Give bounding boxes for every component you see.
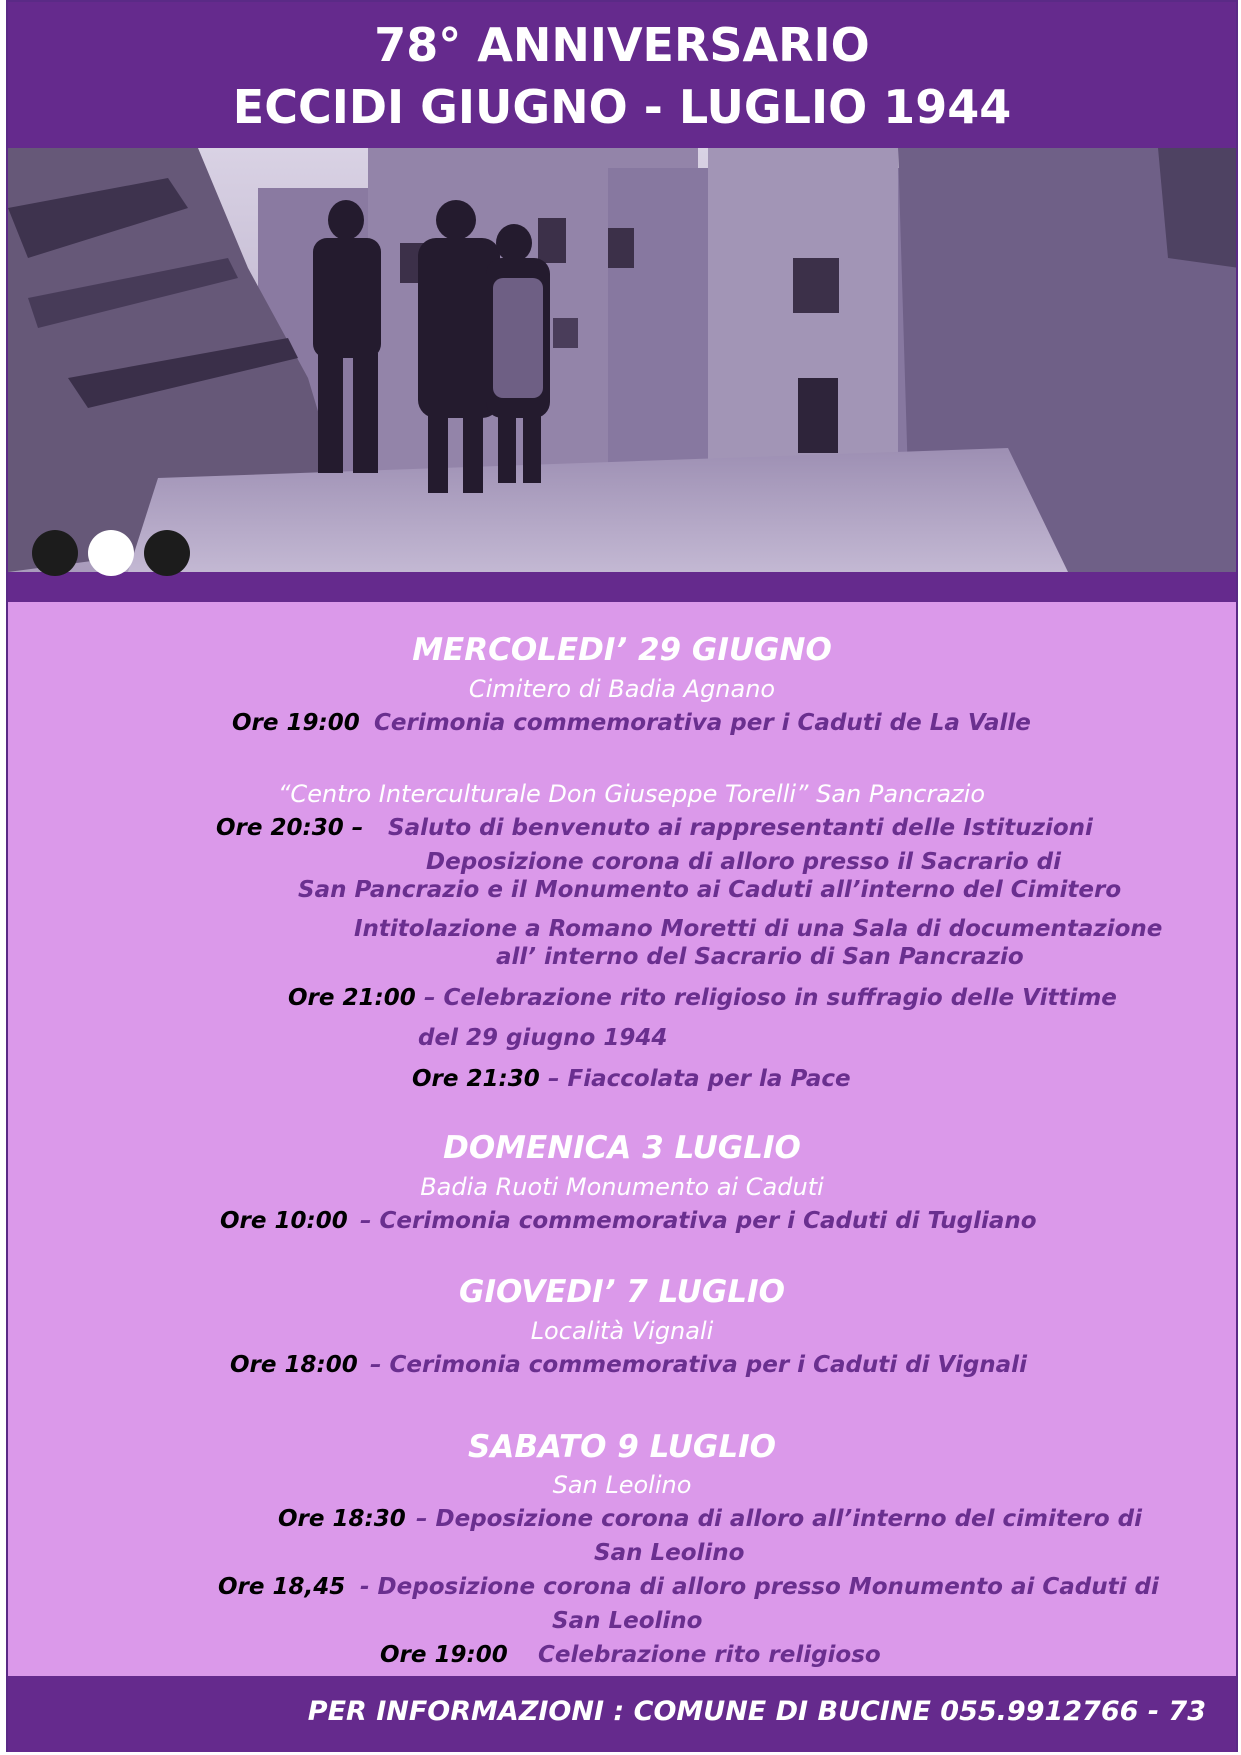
event-description: Intitolazione a Romano Moretti di una Sala di documentazione	[354, 916, 1163, 942]
event-place: Badia Ruoti Monumento ai Caduti	[420, 1173, 824, 1201]
event-day-heading: DOMENICA 3 LUGLIO	[443, 1130, 801, 1166]
program-schedule	[8, 602, 1236, 1682]
event-day-heading: GIOVEDI’ 7 LUGLIO	[459, 1274, 785, 1310]
event-place: “Centro Interculturale Don Giuseppe Torelli” San Pancrazio	[278, 780, 986, 808]
event-description: San Leolino	[552, 1608, 703, 1634]
event-time: Ore 19:00	[380, 1642, 508, 1668]
event-description: del 29 giugno 1944	[418, 1025, 668, 1051]
event-description: Deposizione corona di alloro presso il Sacrario di	[426, 849, 1061, 875]
event-description: San Leolino	[594, 1540, 745, 1566]
event-description: – Cerimonia commemorativa per i Caduti di Tugliano	[360, 1208, 1037, 1234]
white-dot-icon	[88, 530, 134, 576]
photo-bottom-band	[8, 572, 1236, 602]
ruined-village-illustration	[8, 148, 1236, 572]
event-description: – Celebrazione rito religioso in suffragio delle Vittime	[424, 985, 1117, 1011]
event-description: – Fiaccolata per la Pace	[548, 1066, 851, 1092]
event-description: Celebrazione rito religioso	[538, 1642, 881, 1668]
event-day-heading: MERCOLEDI’ 29 GIUGNO	[412, 632, 832, 668]
event-time: Ore 21:30	[412, 1066, 540, 1092]
event-time: Ore 18:30	[278, 1506, 406, 1532]
event-time: Ore 10:00	[220, 1208, 348, 1234]
event-time: Ore 18,45	[218, 1574, 346, 1600]
title-line-2: ECCIDI GIUGNO - LUGLIO 1944	[232, 80, 1012, 134]
footer-banner	[8, 1676, 1236, 1752]
black-dot-icon	[32, 530, 78, 576]
event-time: Ore 21:00	[288, 985, 416, 1011]
event-description: Saluto di benvenuto ai rappresentanti delle Istituzioni	[388, 815, 1093, 841]
event-time: Ore 19:00	[232, 710, 360, 736]
title-line-1: 78° ANNIVERSARIO	[374, 18, 870, 72]
event-description: Cerimonia commemorativa per i Caduti de La Valle	[374, 710, 1031, 736]
poster	[6, 0, 1238, 1752]
event-description: all’ interno del Sacrario di San Pancrazio	[496, 944, 1024, 970]
event-time: Ore 20:30 –	[216, 815, 364, 841]
event-place: Cimitero di Badia Agnano	[468, 675, 776, 703]
event-place: San Leolino	[552, 1471, 692, 1499]
event-description: San Pancrazio e il Monumento ai Caduti all’interno del Cimitero	[298, 877, 1122, 903]
info-contact: PER INFORMAZIONI : COMUNE DI BUCINE 055.9912766 - 73	[307, 1696, 1206, 1727]
header-banner	[8, 2, 1236, 148]
event-day-heading: SABATO 9 LUGLIO	[468, 1429, 776, 1465]
event-description: – Deposizione corona di alloro all’interno del cimitero di	[416, 1506, 1142, 1532]
event-time: Ore 18:00	[230, 1352, 358, 1378]
event-place: Località Vignali	[530, 1317, 714, 1345]
historic-photo	[8, 148, 1236, 572]
black-dot-icon	[144, 530, 190, 576]
event-description: – Cerimonia commemorativa per i Caduti di Vignali	[370, 1352, 1027, 1378]
event-description: - Deposizione corona di alloro presso Monumento ai Caduti di	[360, 1574, 1159, 1600]
